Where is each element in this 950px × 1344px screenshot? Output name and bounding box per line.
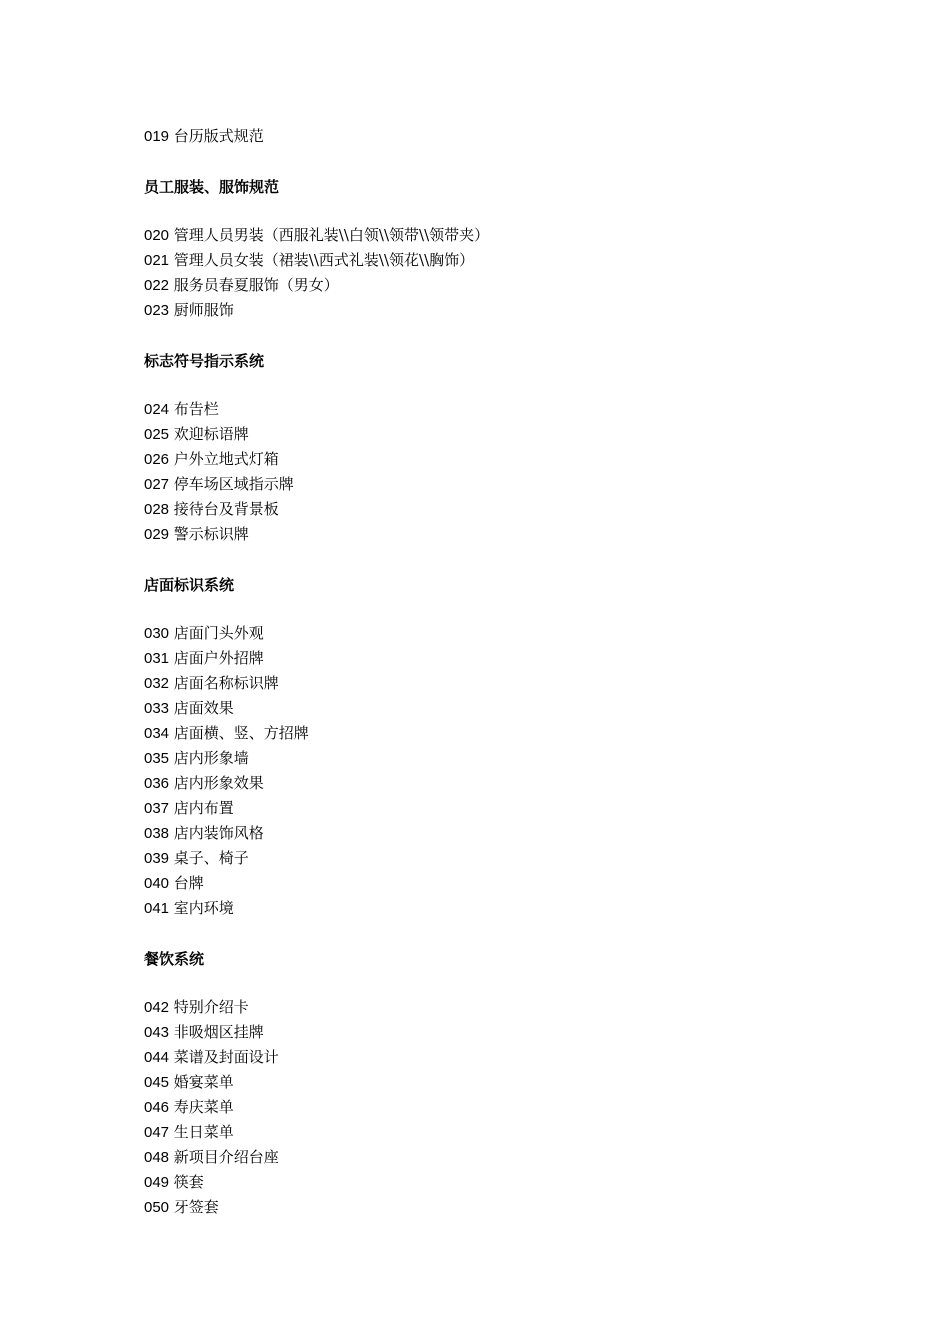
item-code: 050 [144, 1199, 170, 1216]
list-item [144, 1070, 844, 1095]
item-text: 婚宴菜单 [169, 1073, 234, 1091]
list-item [144, 796, 844, 821]
list-item [144, 447, 844, 472]
item-text: 停车场区域指示牌 [169, 475, 294, 493]
item-text: 店面门头外观 [169, 624, 264, 642]
item-code: 045 [144, 1074, 170, 1091]
list-item [144, 124, 844, 149]
list-item [144, 646, 844, 671]
list-item [144, 671, 844, 696]
item-text: 警示标识牌 [169, 525, 249, 543]
item-text: 桌子、椅子 [169, 849, 249, 867]
section [144, 175, 844, 323]
item-text: 店内形象墙 [169, 749, 249, 767]
item-code: 038 [144, 825, 170, 842]
list-item [144, 1170, 844, 1195]
item-code: 022 [144, 277, 170, 294]
item-text: 店内装饰风格 [169, 824, 264, 842]
item-text: 台牌 [169, 874, 204, 892]
item-code: 032 [144, 675, 170, 692]
item-code: 036 [144, 775, 170, 792]
list-item [144, 821, 844, 846]
item-code: 041 [144, 900, 170, 917]
item-text: 室内环境 [169, 899, 234, 917]
list-item [144, 248, 844, 273]
item-text: 非吸烟区挂牌 [169, 1023, 264, 1041]
section-title: 标志符号指示系统 [144, 353, 265, 370]
item-code: 030 [144, 625, 170, 642]
item-text: 厨师服饰 [169, 301, 234, 319]
item-text: 店面效果 [169, 699, 234, 717]
item-text: 接待台及背景板 [169, 500, 279, 518]
section-title: 员工服装、服饰规范 [144, 179, 280, 196]
list-item [144, 1095, 844, 1120]
item-code: 020 [144, 227, 170, 244]
list-item [144, 397, 844, 422]
list-item [144, 896, 844, 921]
item-code: 033 [144, 700, 170, 717]
item-code: 048 [144, 1149, 170, 1166]
item-text: 欢迎标语牌 [169, 425, 249, 443]
item-code: 028 [144, 501, 170, 518]
section [144, 947, 844, 1220]
item-text: 户外立地式灯箱 [169, 450, 279, 468]
item-code: 023 [144, 302, 170, 319]
item-code: 042 [144, 999, 170, 1016]
item-text: 特别介绍卡 [169, 998, 249, 1016]
item-text: 台历版式规范 [169, 127, 264, 145]
list-item [144, 273, 844, 298]
list-item [144, 871, 844, 896]
item-code: 040 [144, 875, 170, 892]
list-item [144, 1145, 844, 1170]
list-item [144, 721, 844, 746]
item-code: 047 [144, 1124, 170, 1141]
item-code: 025 [144, 426, 170, 443]
intro-list [144, 124, 844, 149]
section [144, 573, 844, 921]
list-item [144, 422, 844, 447]
item-text: 菜谱及封面设计 [169, 1048, 279, 1066]
list-item [144, 298, 844, 323]
list-item [144, 1045, 844, 1070]
item-code: 035 [144, 750, 170, 767]
item-text: 布告栏 [169, 400, 219, 418]
item-code: 049 [144, 1174, 170, 1191]
item-code: 034 [144, 725, 170, 742]
item-text: 店面横、竖、方招牌 [169, 724, 309, 742]
sections-container [144, 175, 844, 1220]
item-code: 043 [144, 1024, 170, 1041]
item-code: 024 [144, 401, 170, 418]
item-code: 019 [144, 128, 170, 145]
section-title: 店面标识系统 [144, 577, 235, 594]
list-item [144, 522, 844, 547]
item-text: 店内布置 [169, 799, 234, 817]
list-item [144, 846, 844, 871]
list-item [144, 1195, 844, 1220]
list-item [144, 1120, 844, 1145]
item-code: 021 [144, 252, 170, 269]
item-text: 生日菜单 [169, 1123, 234, 1141]
list-item [144, 696, 844, 721]
item-text: 牙签套 [169, 1198, 219, 1216]
item-code: 031 [144, 650, 170, 667]
item-code: 026 [144, 451, 170, 468]
section-title: 餐饮系统 [144, 951, 205, 968]
item-text: 管理人员男装（西服礼装\\白领\\领带\\领带夹） [169, 226, 490, 244]
list-item [144, 497, 844, 522]
list-item [144, 746, 844, 771]
list-item [144, 1020, 844, 1045]
list-item [144, 223, 844, 248]
item-code: 037 [144, 800, 170, 817]
list-item [144, 472, 844, 497]
item-text: 服务员春夏服饰（男女） [169, 276, 339, 294]
item-code: 039 [144, 850, 170, 867]
item-code: 027 [144, 476, 170, 493]
list-item [144, 995, 844, 1020]
document-page [144, 124, 844, 1220]
item-text: 店面户外招牌 [169, 649, 264, 667]
item-text: 筷套 [169, 1173, 204, 1191]
item-code: 044 [144, 1049, 170, 1066]
item-code: 046 [144, 1099, 170, 1116]
section [144, 349, 844, 547]
item-text: 管理人员女装（裙装\\西式礼装\\领花\\胸饰） [169, 251, 475, 269]
item-text: 寿庆菜单 [169, 1098, 234, 1116]
list-item [144, 621, 844, 646]
item-text: 店内形象效果 [169, 774, 264, 792]
item-code: 029 [144, 526, 170, 543]
item-text: 新项目介绍台座 [169, 1148, 279, 1166]
list-item [144, 771, 844, 796]
item-text: 店面名称标识牌 [169, 674, 279, 692]
